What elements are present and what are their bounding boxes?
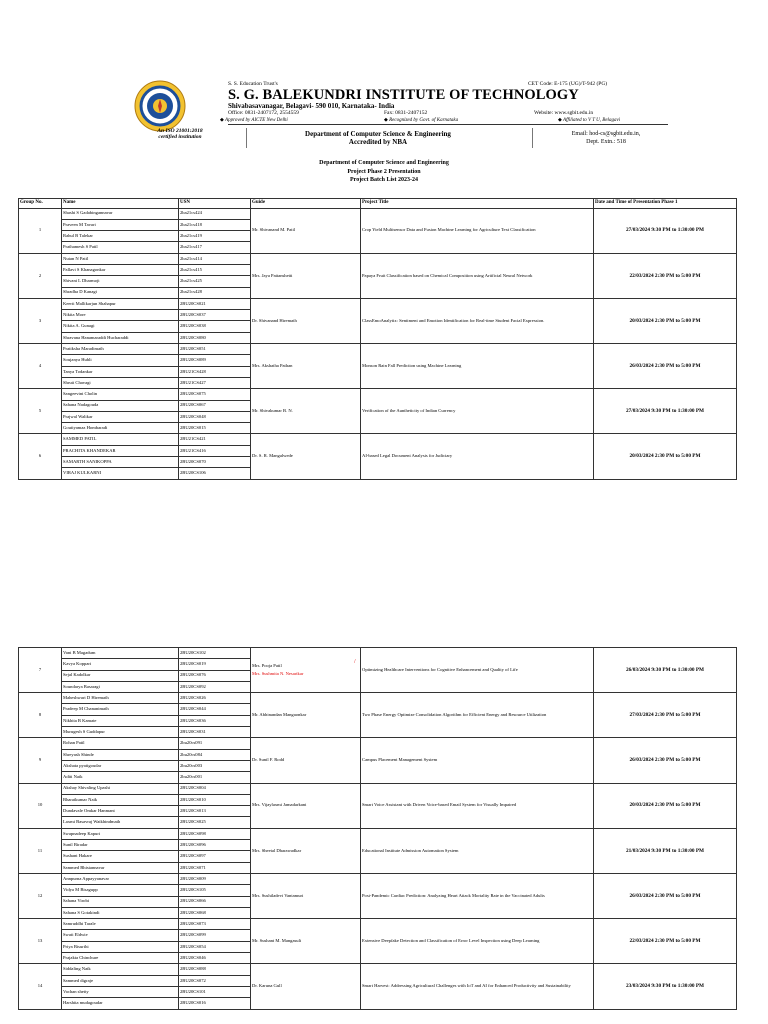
- member-name: Soujanya Hubli: [62, 355, 179, 366]
- member-usn: 2BU20CS004: [179, 783, 251, 794]
- member-name: Vidya M Bisagupp: [62, 885, 179, 896]
- project-title: Verification of the Auntheticity of Indian Currency: [361, 389, 594, 434]
- member-usn: 2BU20CS026: [179, 693, 251, 704]
- document-titles: [0, 159, 768, 185]
- member-name: Priya Bisurthi: [62, 941, 179, 952]
- group-number: 14: [19, 964, 62, 1009]
- member-usn: 2BU20CS021: [179, 298, 251, 309]
- member-usn: 2BU20CS088: [179, 964, 251, 975]
- member-name: Nikhita B Kamate: [62, 715, 179, 726]
- member-name: Swapnadeep Kapuri: [62, 828, 179, 839]
- guide-cell: [251, 828, 361, 873]
- member-usn: 2BU20CS092: [179, 681, 251, 692]
- iso-certification: An ISO 21001:2018 certified institution: [157, 128, 203, 140]
- member-usn: 2BU20CS046: [179, 953, 251, 964]
- website: Website: www.sgbit.edu.in: [534, 110, 594, 116]
- guide-name: Mrs. Pooja Patil: [252, 662, 282, 668]
- member-name: Nikita A. Gunagi: [62, 321, 179, 332]
- red-check-mark: /: [354, 659, 356, 665]
- member-name: Akshay Shivaling Upashi: [62, 783, 179, 794]
- col-name-header: Name: [62, 199, 179, 209]
- member-name: Siddaling Naik: [62, 964, 179, 975]
- guide-name: Dr. Shivanand Hiremath: [252, 317, 297, 323]
- member-usn: 2BU20CS066: [179, 896, 251, 907]
- member-usn: 2BU20CS080: [179, 332, 251, 343]
- recognition-note: ◆ Recognized by Govt. of Karnataka: [384, 118, 459, 123]
- presentation-datetime: 21/03/2024 9:30 PM to 1:30:00 PM: [594, 828, 737, 873]
- member-usn: 2ba21cs425: [179, 276, 251, 287]
- project-title: Extensive Deepfake Detection and Classification of Error Level Inspection using Deep Learning: [361, 919, 594, 964]
- guide-name: Dr. Karuna Gull: [252, 983, 282, 989]
- guide-name: Mr. Shivakumar B. N.: [252, 408, 293, 414]
- presentation-datetime: 20/03/2024 2:30 PM to 5:00 PM: [594, 783, 737, 828]
- member-name: SAMMED PATIL: [62, 434, 179, 445]
- member-usn: 2BU20CS101: [179, 986, 251, 997]
- group-number: 11: [19, 828, 62, 873]
- member-name: Prajakta Chinchure: [62, 953, 179, 964]
- member-name: Pallavi S Khanagonkar: [62, 264, 179, 275]
- member-usn: 2BU21CS428: [179, 366, 251, 377]
- member-name: Prathamesh S Patil: [62, 242, 179, 253]
- member-usn: 2bu20cs001: [179, 772, 251, 783]
- member-name: Sammed digraje: [62, 975, 179, 986]
- group-number: 12: [19, 873, 62, 918]
- member-name: Kavya Koppari: [62, 659, 179, 670]
- member-name: Shruti Chavagi: [62, 377, 179, 388]
- group-number: 3: [19, 298, 62, 343]
- group-number: 6: [19, 434, 62, 479]
- department-heading: Department of Computer Science & Engineering Accredited by NBA: [305, 130, 451, 146]
- table-row: [19, 298, 737, 309]
- group-number: 5: [19, 389, 62, 434]
- group-number: 7: [19, 648, 62, 693]
- member-name: VIRAJ KULKARNI: [62, 468, 179, 479]
- table-row: [19, 434, 737, 445]
- member-usn: 2BU20CS071: [179, 862, 251, 873]
- table-header-row: [19, 199, 737, 209]
- table-row: [19, 389, 737, 400]
- col-guide-header: Guide: [251, 199, 361, 209]
- member-name: Sammed Bhistannavar: [62, 862, 179, 873]
- member-usn: 2BU21CS421: [179, 434, 251, 445]
- member-name: Vachan shetty: [62, 986, 179, 997]
- batch-list-title: Project Batch List 2023-24: [349, 177, 419, 183]
- member-usn: 2ba21cs419: [179, 231, 251, 242]
- member-name: Vani B Magadum: [62, 648, 179, 659]
- member-name: Rohan Patil: [62, 738, 179, 749]
- member-name: Bharatkumar Naik: [62, 794, 179, 805]
- project-title: Post-Pandemic Cardiac Prediction: Analyzing Heart Attack Mortality Rate in the Vaccinated Adults: [361, 873, 594, 918]
- guide-name: Mr. Shivanand M. Patil: [252, 227, 296, 233]
- member-name: Rahul B Talekar: [62, 231, 179, 242]
- guide-cell: [251, 693, 361, 738]
- member-name: Swati Eldwie: [62, 930, 179, 941]
- table-row: [19, 253, 737, 264]
- presentation-datetime: 26/03/2024 9:30 PM to 1:30:00 PM: [594, 648, 737, 693]
- project-title: Crop Yield Multisensor Data and Fusion Machine Learning for Agriculture Text Classification: [361, 208, 594, 253]
- guide-name: Dr. S. R. Mangalwede: [252, 453, 293, 459]
- letterhead: [134, 78, 668, 152]
- member-usn: 2bu20cs003: [179, 760, 251, 771]
- member-usn: 2BU20CS013: [179, 806, 251, 817]
- member-name: Sushant Hakare: [62, 851, 179, 862]
- guide-cell: [251, 434, 361, 479]
- batch-table-page-2: [18, 647, 737, 1010]
- group-number: 4: [19, 344, 62, 389]
- trust-name: S. S. Education Trust's: [228, 81, 278, 87]
- member-name: Nikita More: [62, 310, 179, 321]
- member-name: Sahana Virobi: [62, 896, 179, 907]
- group-number: 13: [19, 919, 62, 964]
- member-usn: 2BU20CS025: [179, 817, 251, 828]
- presentation-datetime: 26/03/2024 2:30 PM to 5:00 PM: [594, 873, 737, 918]
- member-name: Sangeevini Cholin: [62, 389, 179, 400]
- col-usn-header: USN: [179, 199, 251, 209]
- member-usn: 2BU20CS075: [179, 389, 251, 400]
- member-usn: 2ba21cs417: [179, 242, 251, 253]
- project-title: ClassEmoAnalytix: Sentiment and Emotion Identification for Real-time Student Facial Expression.: [361, 298, 594, 343]
- member-usn: 2BU21CS427: [179, 377, 251, 388]
- table-row: [19, 828, 737, 839]
- group-number: 8: [19, 693, 62, 738]
- institute-logo-icon: [134, 80, 186, 132]
- project-title: Two Phase Energy Optimize Consolidation Algorithm for Efficient Energy and Resource Utilization: [361, 693, 594, 738]
- member-name: Maheshwari D Hiremath: [62, 693, 179, 704]
- member-usn: 2ba21cs418: [179, 219, 251, 230]
- member-name: Sunil Biradar: [62, 840, 179, 851]
- guide-name: Mrs. Vijaylaxmi Jamadarkani: [252, 802, 307, 808]
- project-title: AI-based Legal Document Analysis for Judiciary: [361, 434, 594, 479]
- divider: [228, 124, 668, 125]
- member-name: Sejal Kadolkar: [62, 670, 179, 681]
- member-name: Murugesh S Guddapur: [62, 727, 179, 738]
- member-usn: 2BU20CS068: [179, 907, 251, 918]
- member-usn: 2BU20CS076: [179, 670, 251, 681]
- batch-table-page-1: [18, 198, 737, 480]
- member-usn: 2BU20CS016: [179, 998, 251, 1009]
- member-name: Shreyash Shinde: [62, 749, 179, 760]
- member-usn: 2BU21CS416: [179, 445, 251, 456]
- guide-name: Mrs. Sushiladevi Vantamuri: [252, 892, 304, 898]
- member-name: Sahana S Gotakindi: [62, 907, 179, 918]
- project-title: Smart Voice Assistant with Driven Voice-based Email System for Visually Impaired: [361, 783, 594, 828]
- member-usn: 2BU20CS097: [179, 851, 251, 862]
- table-row: [19, 693, 737, 704]
- member-name: Praveen M Tavari: [62, 219, 179, 230]
- presentation-datetime: 27/03/2024 9:30 PM to 1:30:00 PM: [594, 389, 737, 434]
- project-title: Smart Harvest: Addressing Agricultural Challenges with IoT and AI for Enhanced Productivity and Sustainability: [361, 964, 594, 1009]
- guide-cell: [251, 253, 361, 298]
- member-usn: 2BU20CS089: [179, 355, 251, 366]
- guide-cell: [251, 208, 361, 253]
- guide-cell: [251, 873, 361, 918]
- table-row: [19, 964, 737, 975]
- member-usn: 2BU20CS067: [179, 400, 251, 411]
- member-usn: 2BU20CS044: [179, 704, 251, 715]
- divider: [246, 128, 247, 148]
- guide-name: Dr. Sunil F. Rodd: [252, 757, 285, 763]
- presentation-datetime: 26/03/2024 2:30 PM to 5:00 PM: [594, 738, 737, 783]
- guide-name: Mrs. Sheetal Dharawadkar: [252, 847, 302, 853]
- member-name: Harshita mudagoudar: [62, 998, 179, 1009]
- member-name: Aditi Naik: [62, 772, 179, 783]
- member-usn: 2ba21cs415: [179, 264, 251, 275]
- approval-note: ◆ Approved by AICTE New Delhi: [220, 118, 288, 123]
- department-title: Department of Computer Science and Engineering: [319, 160, 449, 166]
- table-row: [19, 208, 737, 219]
- guide-name: Mrs. Jaya Pattanshetti: [252, 272, 293, 278]
- member-usn: 2BU20CS070: [179, 457, 251, 468]
- member-name: Nutan N Patil: [62, 253, 179, 264]
- guide-name: Mr. Abhinandan Mangaonkar: [252, 712, 307, 718]
- presentation-datetime: 20/03/2024 2:30 PM to 5:00 PM: [594, 434, 737, 479]
- group-number: 1: [19, 208, 62, 253]
- member-name: Annpurna Appayyanavar: [62, 873, 179, 884]
- member-usn: 2BU20CS051: [179, 344, 251, 355]
- member-name: Tanya Todankar: [62, 366, 179, 377]
- col-date-header: Date and Time of Presentation Phase 1: [594, 199, 737, 209]
- project-title: Monson Rain Fall Prediction using Machine Learning: [361, 344, 594, 389]
- presentation-datetime: 20/03/2024 2:30 PM to 5:00 PM: [594, 298, 737, 343]
- office-phone: Office: 0831-2407172, 2554559: [228, 110, 299, 116]
- member-name: Samruddhi Tarale: [62, 919, 179, 930]
- project-title: Campus Placement Management System: [361, 738, 594, 783]
- member-usn: 2ba21cs428: [179, 287, 251, 298]
- project-title: Educational Institute Admission Automation System: [361, 828, 594, 873]
- guide-cell: [251, 783, 361, 828]
- presentation-datetime: 26/03/2024 2:30 PM to 5:00 PM: [594, 344, 737, 389]
- member-usn: 2BU20CS102: [179, 648, 251, 659]
- col-title-header: Project Title: [361, 199, 594, 209]
- guide-name: Mrs. Akshatha Pathan: [252, 362, 293, 368]
- guide-cell: [251, 298, 361, 343]
- member-name: Shashi S Gadabingannavar: [62, 208, 179, 219]
- member-name: Prajwal Walikar: [62, 411, 179, 422]
- member-name: Shivani L Dharmoji: [62, 276, 179, 287]
- table-row: [19, 648, 737, 659]
- member-name: Dundavale Omkar Hanmant: [62, 806, 179, 817]
- member-usn: 2BU20CS048: [179, 411, 251, 422]
- member-name: Akshata pyatigoudar: [62, 760, 179, 771]
- member-usn: 2BU20CS010: [179, 794, 251, 805]
- col-group-header: Group No.: [19, 199, 62, 209]
- divider: [532, 128, 533, 148]
- institute-name: S. G. BALEKUNDRI INSTITUTE OF TECHNOLOGY: [228, 87, 579, 103]
- member-name: Keerti Mallikarjun Shahapur: [62, 298, 179, 309]
- member-usn: 2BU20CS019: [179, 659, 251, 670]
- guide-cell: [251, 648, 361, 693]
- group-number: 9: [19, 738, 62, 783]
- presentation-datetime: 27/03/2024 2:30 PM to 5:00 PM: [594, 693, 737, 738]
- member-usn: 2BU20CS009: [179, 873, 251, 884]
- guide-cell: [251, 738, 361, 783]
- member-usn: 2BU20CS054: [179, 941, 251, 952]
- member-name: PRACHITA KHANDEKAR: [62, 445, 179, 456]
- member-usn: 2BU20CS098: [179, 828, 251, 839]
- member-usn: 2BU20CS073: [179, 919, 251, 930]
- presentation-datetime: 27/03/2024 9:30 PM to 1:30:00 PM: [594, 208, 737, 253]
- member-usn: 2bu20cs091: [179, 738, 251, 749]
- institute-address: Shivabasavanagar, Belagavi- 590 010, Karnataka- India: [228, 102, 395, 110]
- presentation-datetime: 22/03/2024 2:30 PM to 5:00 PM: [594, 253, 737, 298]
- member-usn: 2BU20CS015: [179, 423, 251, 434]
- member-name: Sahana Nadagouda: [62, 400, 179, 411]
- member-usn: 2BU20CS031: [179, 727, 251, 738]
- member-name: Pratiksha Maradimath: [62, 344, 179, 355]
- table-row: [19, 873, 737, 884]
- member-usn: 2ba21cs424: [179, 208, 251, 219]
- member-usn: 2BU20CS072: [179, 975, 251, 986]
- guide-cell: [251, 919, 361, 964]
- guide-cell: [251, 389, 361, 434]
- member-usn: 2ba21cs414: [179, 253, 251, 264]
- member-name: Shravana Hanamaraddi Hucharaddi: [62, 332, 179, 343]
- member-usn: 2BU20CS096: [179, 840, 251, 851]
- member-usn: 2BU20CS036: [179, 715, 251, 726]
- guide-name: Mr. Sushant M. Mangasuli: [252, 937, 302, 943]
- member-usn: 2BU20CS038: [179, 321, 251, 332]
- guide-cell: [251, 964, 361, 1009]
- table-row: [19, 738, 737, 749]
- member-usn: 2BU20CS105: [179, 885, 251, 896]
- table-row: [19, 344, 737, 355]
- phase-title: Project Phase 2 Presentation: [347, 168, 421, 175]
- table-row: [19, 919, 737, 930]
- affiliation-note: ◆ Affiliated to V T U, Belagavi: [558, 118, 621, 123]
- member-usn: 2BU20CS037: [179, 310, 251, 321]
- project-title: Optimizing Healthcare Interventions for Cognitive Enhancement and Quality of Life: [361, 648, 594, 693]
- guide-cell: [251, 344, 361, 389]
- group-number: 10: [19, 783, 62, 828]
- table-row: [19, 783, 737, 794]
- member-usn: 2BU20CS106: [179, 468, 251, 479]
- member-name: SAMARTH SANIKOPPA: [62, 457, 179, 468]
- member-usn: 2bu20cs084: [179, 749, 251, 760]
- member-name: Goutiyamaz Hombaradi: [62, 423, 179, 434]
- group-number: 2: [19, 253, 62, 298]
- member-name: Shradha D Kanagi: [62, 287, 179, 298]
- member-name: Soundarya Basaragi: [62, 681, 179, 692]
- cet-code: CET Code: E-175 (UG)/T-942 (PG): [528, 81, 608, 87]
- co-guide-name: Mrs. Sushmita N. Nesarikar: [252, 671, 304, 677]
- department-contact: Email: hod-cs@sgbit.edu.in, Dept. Extn.: 518: [571, 131, 641, 145]
- member-usn: 2BU20CS099: [179, 930, 251, 941]
- presentation-datetime: 22/03/2024 2:30 PM to 5:00 PM: [594, 919, 737, 964]
- fax-number: Fax: 0831-2407152: [384, 110, 428, 116]
- member-name: Pradeep M Chananimath: [62, 704, 179, 715]
- project-title: Papaya Fruit Classification based on Chemical Composition using Artificial Neural Network: [361, 253, 594, 298]
- member-name: Laxmi Basavraj Waikhindmath: [62, 817, 179, 828]
- presentation-datetime: 23/03/2024 9:30 PM to 1:30:00 PM: [594, 964, 737, 1009]
